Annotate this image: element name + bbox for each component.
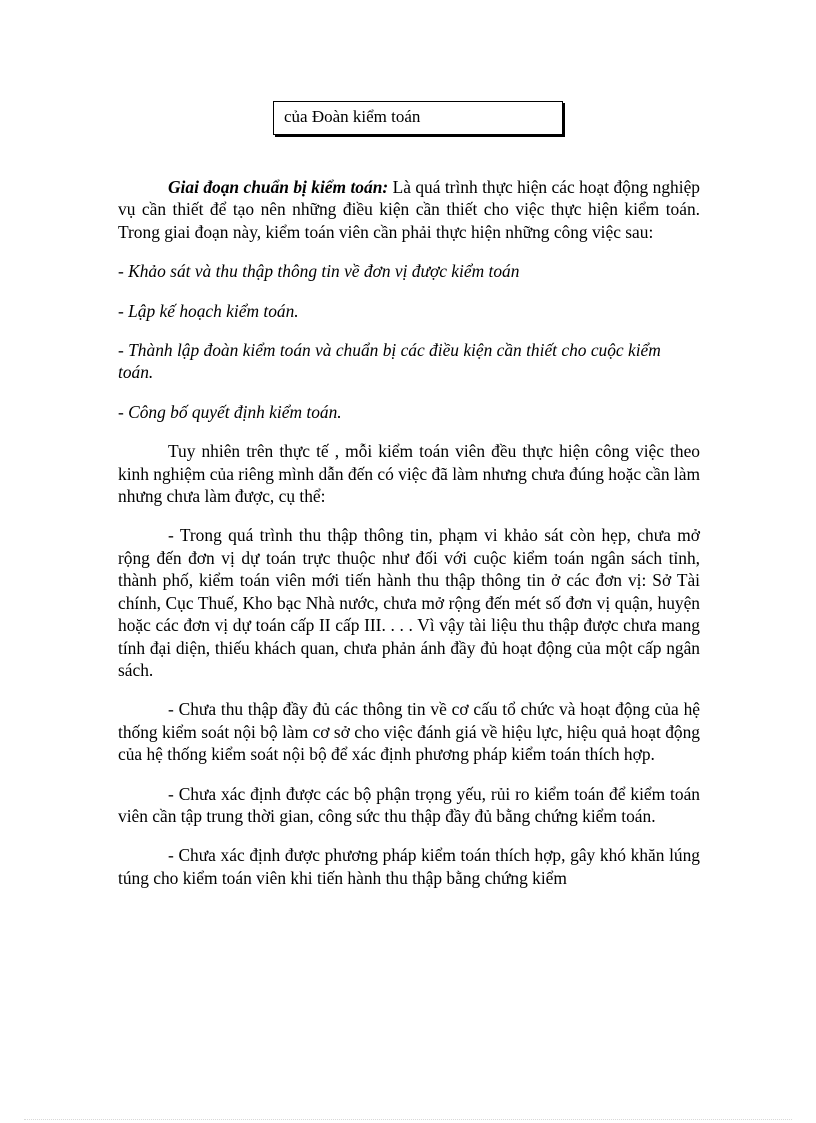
bullet-plan: - Lập kế hoạch kiểm toán. bbox=[118, 300, 299, 321]
issue-paragraph-2: - Chưa thu thập đầy đủ các thông tin về cơ cấu tổ chức và hoạt động của hệ thống kiểm soát nội bộ làm cơ sở cho việc đánh giá về hiệu lực, hiệu quả hoạt động của hệ thống kiểm soát nội bộ để xác định phương pháp kiểm toán thích hợp. bbox=[118, 699, 700, 765]
header-box-text: của Đoàn kiểm toán bbox=[284, 107, 421, 126]
issue-paragraph-1: - Trong quá trình thu thập thông tin, phạm vi khảo sát còn hẹp, chưa mở rộng đến đơn vị dự toán trực thuộc như đối với cuộc kiểm toán ngân sách tỉnh, thành phố, kiểm toán viên mới tiến hành thu thập thông tin ở các đơn vị: Sở Tài chính, Cục Thuế, Kho bạc Nhà nước, chưa mở rộng đến mét số đơn vị quận, huyện hoặc các đơn vị dự toán cấp II cấp III. . . . Vì vậy tài liệu thu thập được chưa mang tính đại diện, thiếu khách quan, chưa phản ánh đầy đủ hoạt động của một cấp ngân sách. bbox=[118, 525, 700, 680]
bullet-team: - Thành lập đoàn kiểm toán và chuẩn bị các điều kiện cần thiết cho cuộc kiểm toán. bbox=[118, 340, 661, 383]
bullet-survey: - Khảo sát và thu thập thông tin về đơn vị được kiểm toán bbox=[118, 261, 520, 282]
prep-lead-heading: Giai đoạn chuẩn bị kiểm toán: bbox=[168, 177, 389, 197]
prep-paragraph-body: Là quá trình thực hiện các hoạt động nghiệp vụ cần thiết để tạo nên những điều kiện cần thiết cho việc thực hiện kiểm toán. Trong giai đoạn này, kiểm toán viên cần phải thực hiện những công việc sau: bbox=[118, 177, 700, 242]
issue-paragraph-4: - Chưa xác định được phương pháp kiểm toán thích hợp, gây khó khăn lúng túng cho kiểm toán viên khi tiến hành thu thập bằng chứng kiểm bbox=[118, 845, 700, 888]
page-bottom-divider bbox=[24, 1119, 792, 1120]
bullet-announce: - Công bố quyết định kiểm toán. bbox=[118, 401, 342, 422]
issue-paragraph-3: - Chưa xác định được các bộ phận trọng yếu, rủi ro kiểm toán để kiểm toán viên cần tập trung thời gian, công sức thu thập đầy đủ bằng chứng kiểm toán. bbox=[118, 783, 700, 826]
prep-paragraph bbox=[118, 176, 700, 243]
reality-paragraph: Tuy nhiên trên thực tế , mỗi kiểm toán viên đều thực hiện công việc theo kinh nghiệm của riêng mình dẫn đến có việc đã làm nhưng chưa đúng hoặc cần làm nhưng chưa làm được, cụ thể: bbox=[118, 441, 700, 507]
document-body bbox=[118, 176, 700, 906]
header-text-box bbox=[273, 101, 563, 135]
